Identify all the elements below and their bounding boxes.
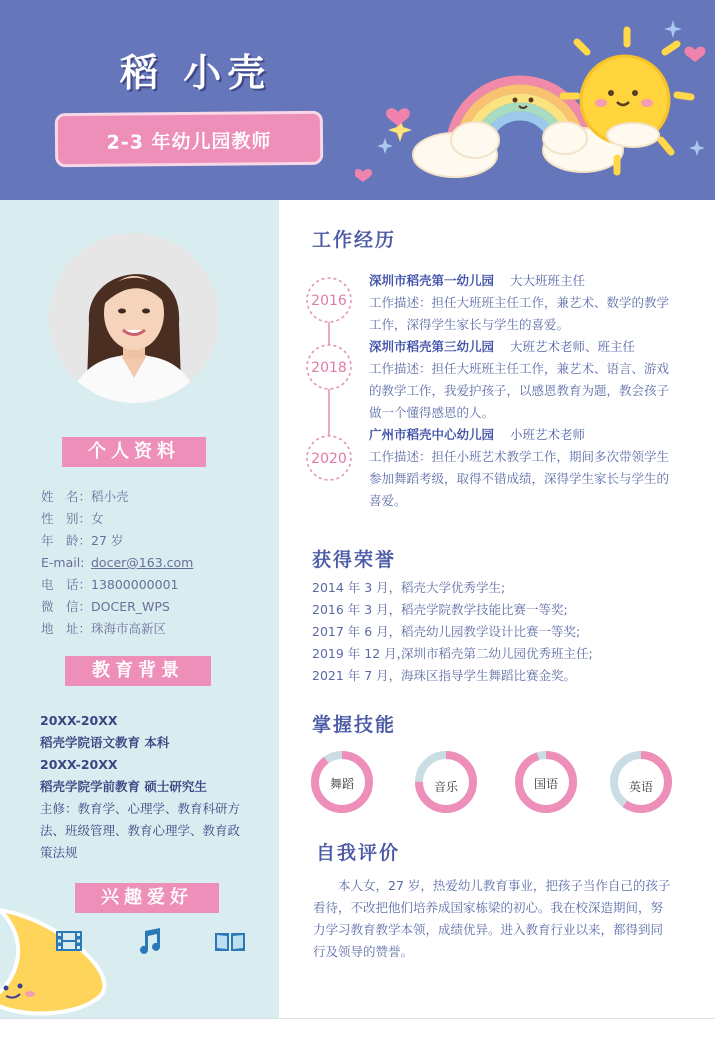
job-title: 2-3 年幼儿园教师 — [106, 130, 272, 154]
self-evaluation-text: 本人女，27 岁，热爱幼儿教育事业，把孩子当作自己的孩子看待，不改把他们培养成国家栋梁的初心。我在校深造期间，努力学习教育教学本领，成绩优异。进入教育行业以来，都得到同行及领导的赞誉。 — [313, 878, 671, 959]
info-label: 姓 名： — [41, 489, 92, 504]
page-divider — [0, 1018, 715, 1019]
personal-info-row — [41, 574, 193, 596]
job-role: 小班艺术老师 — [510, 427, 586, 442]
timeline-year: 2018 — [311, 360, 347, 376]
education-heading: 教育背景 — [65, 656, 211, 686]
honor-text: 稻壳学院教学技能比赛一等奖; — [401, 602, 568, 617]
skills-rings — [305, 745, 685, 825]
skills-heading: 掌握技能 — [312, 714, 397, 736]
skill-name: 英语 — [628, 780, 653, 794]
honor-text: 稻壳幼儿园教学设计比赛一等奖; — [401, 624, 581, 639]
email-link[interactable]: docer@163.com — [91, 555, 194, 570]
left-sidebar — [0, 200, 279, 1018]
job-title-ribbon — [55, 111, 323, 167]
info-value: 13800000001 — [91, 577, 179, 592]
work-entry-header — [369, 424, 674, 446]
honor-date: 2021 年 7 月， — [312, 668, 402, 683]
skill-name: 音乐 — [433, 780, 458, 794]
honor-row — [312, 577, 593, 599]
education-line: 稻壳学院语文教育 本科 — [40, 735, 170, 750]
job-role: 大大班班主任 — [510, 273, 586, 288]
honors-list — [312, 577, 593, 687]
personal-info-row — [41, 596, 193, 618]
personal-info-row — [41, 552, 193, 574]
info-label: 性 别： — [41, 511, 92, 526]
music-icon — [136, 927, 162, 955]
film-icon — [56, 930, 82, 952]
honors-heading: 获得荣誉 — [312, 549, 397, 571]
honor-text: 深圳市稻壳第二幼儿园优秀班主任; — [401, 646, 593, 661]
personal-info-row — [41, 618, 193, 640]
personal-info-row — [41, 486, 193, 508]
work-entry — [369, 336, 674, 424]
work-description: 工作描述：担任大班班主任工作，兼艺术、数学的教学工作，深得学生家长与学生的喜爱。 — [369, 295, 670, 332]
hobbies-heading: 兴趣爱好 — [75, 883, 219, 913]
education-line: 20XX-20XX — [40, 757, 118, 772]
work-timeline — [305, 270, 365, 520]
honor-text: 海珠区指导学生舞蹈比赛金奖。 — [401, 668, 577, 683]
honor-row — [312, 643, 593, 665]
personal-info-row — [41, 508, 193, 530]
work-experience-heading: 工作经历 — [312, 229, 397, 251]
work-entry-header — [369, 336, 674, 358]
personal-info-heading: 个人资料 — [62, 437, 206, 467]
info-label: 年 龄： — [41, 533, 92, 548]
honor-date: 2019 年 12 月， — [312, 646, 410, 661]
book-icon — [214, 930, 246, 952]
job-role: 大班艺术老师、班主任 — [510, 339, 636, 354]
hobby-icons — [56, 930, 256, 960]
info-value: 27 岁 — [91, 533, 124, 548]
work-entry — [369, 424, 674, 512]
timeline-year: 2016 — [311, 293, 347, 309]
honor-date: 2017 年 6 月， — [312, 624, 402, 639]
personal-info-row — [41, 530, 193, 552]
company-name: 深圳市稻壳第一幼儿园 — [369, 273, 495, 288]
skill-name: 舞蹈 — [329, 777, 354, 791]
info-label: 微 信： — [41, 599, 92, 614]
info-value: 稻小壳 — [91, 489, 129, 504]
work-description: 工作描述：担任大班班主任工作，兼艺术、语言、游戏的教学工作，我爱护孩子，以感恩教育为题，教会孩子做一个懂得感恩的人。 — [369, 361, 670, 420]
timeline-year: 2020 — [311, 451, 347, 467]
work-entry — [369, 270, 674, 336]
education-line: 主修：教育学、心理学、教育科研方法、班级管理、教育心理学、教育政策法规 — [40, 801, 241, 860]
company-name: 广州市稻壳中心幼儿园 — [369, 427, 495, 442]
skill-name: 国语 — [533, 777, 558, 791]
honor-text: 稻壳大学优秀学生; — [401, 580, 506, 595]
info-value: 女 — [91, 511, 104, 526]
company-name: 深圳市稻壳第三幼儿园 — [369, 339, 495, 354]
honor-row — [312, 665, 593, 687]
education-list — [40, 710, 250, 864]
rainbow-sun-illustration — [355, 0, 715, 200]
resume-name: 稻 小壳 — [120, 51, 272, 95]
info-label: E-mail: — [41, 555, 85, 570]
honor-date: 2014 年 3 月， — [312, 580, 402, 595]
education-line: 20XX-20XX — [40, 713, 118, 728]
education-line: 稻壳学院学前教育 硕士研究生 — [40, 779, 207, 794]
work-entry-header — [369, 270, 674, 292]
info-label: 地 址： — [41, 621, 92, 636]
personal-info-list — [41, 486, 193, 640]
info-label: 电 话： — [41, 577, 92, 592]
self-evaluation-heading: 自我评价 — [316, 842, 401, 864]
info-value: 珠海市高新区 — [91, 621, 167, 636]
work-description: 工作描述：担任小班艺术教学工作，期间多次带领学生参加舞蹈考级，取得不错成绩，深得学生家长与学生的喜爱。 — [369, 449, 670, 508]
honor-date: 2016 年 3 月， — [312, 602, 402, 617]
info-value: DOCER_WPS — [91, 599, 170, 614]
honor-row — [312, 599, 593, 621]
header-banner — [0, 0, 715, 200]
honor-row — [312, 621, 593, 643]
avatar — [49, 233, 219, 403]
